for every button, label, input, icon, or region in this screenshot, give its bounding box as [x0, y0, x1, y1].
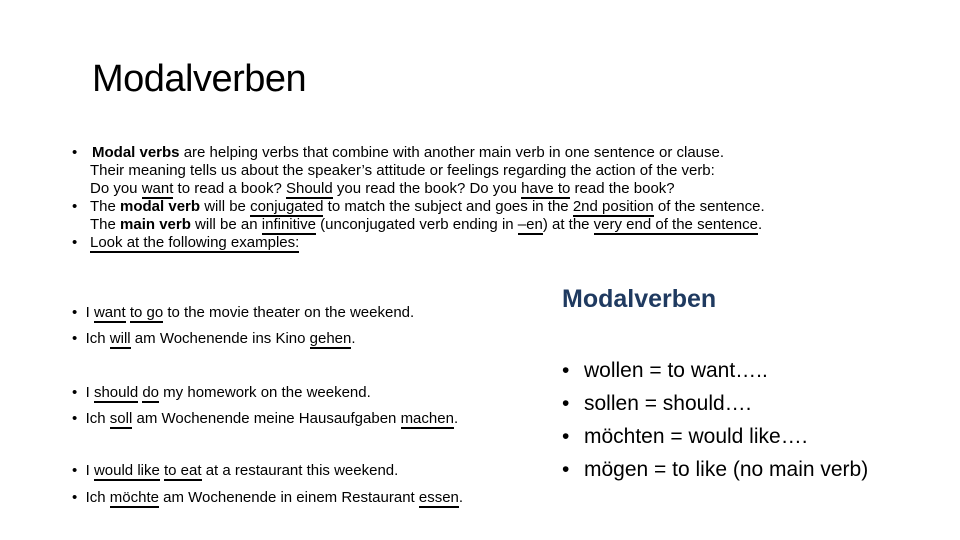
example-2: • Ich will am Wochenende ins Kino gehen. — [72, 330, 356, 347]
term-modal-verbs: Modal verbs — [92, 144, 180, 161]
example-1: • I want to go to the movie theater on the weekend. — [72, 304, 415, 321]
list-item: • wollen = to want….. — [562, 354, 868, 387]
bullet-icon: • — [562, 425, 570, 448]
example-6: • Ich möchte am Wochenende in einem Restaurant essen. — [72, 489, 464, 506]
bullet-icon: • — [72, 304, 78, 321]
bullet-icon: • — [72, 330, 78, 347]
bullet-icon: • — [72, 489, 78, 506]
bullet-icon: • — [72, 144, 78, 161]
bullet-icon: • — [72, 384, 78, 401]
intro-bullet-1-line2: Their meaning tells us about the speaker’s attitude or feelings regarding the action of the verb: — [90, 162, 715, 179]
intro-block — [72, 144, 765, 252]
intro-bullet-2-line2: The main verb will be an infinitive (unconjugated verb ending in –en) at the very end of the sentence. — [90, 216, 763, 233]
bullet-icon: • — [72, 198, 78, 215]
example-3: • I should do my homework on the weekend. — [72, 384, 371, 401]
intro-bullet-3: • Look at the following examples: — [72, 234, 300, 251]
modal-verb-list — [562, 354, 868, 486]
right-panel-title: Modalverben — [562, 285, 717, 313]
example-5: • I would like to eat at a restaurant this weekend. — [72, 462, 399, 479]
list-item: • mögen = to like (no main verb) — [562, 453, 868, 486]
intro-bullet-1-line3: Do you want to read a book? Should you read the book? Do you have to read the book? — [90, 180, 675, 197]
bullet-icon: • — [72, 410, 78, 427]
page-title: Modalverben — [92, 58, 307, 100]
bullet-icon: • — [72, 234, 78, 251]
bullet-icon: • — [72, 462, 78, 479]
bullet-icon: • — [562, 392, 570, 415]
bullet-icon: • — [562, 359, 570, 382]
list-item: • sollen = should…. — [562, 387, 868, 420]
intro-bullet-1: • Modal verbs are helping verbs that combine with another main verb in one sentence or clause. — [72, 144, 725, 161]
list-item: • möchten = would like…. — [562, 420, 868, 453]
example-4: • Ich soll am Wochenende meine Hausaufgaben machen. — [72, 410, 459, 427]
intro-bullet-2: • The modal verb will be conjugated to match the subject and goes in the 2nd position of the sentence. — [72, 198, 765, 215]
bullet-icon: • — [562, 458, 570, 481]
